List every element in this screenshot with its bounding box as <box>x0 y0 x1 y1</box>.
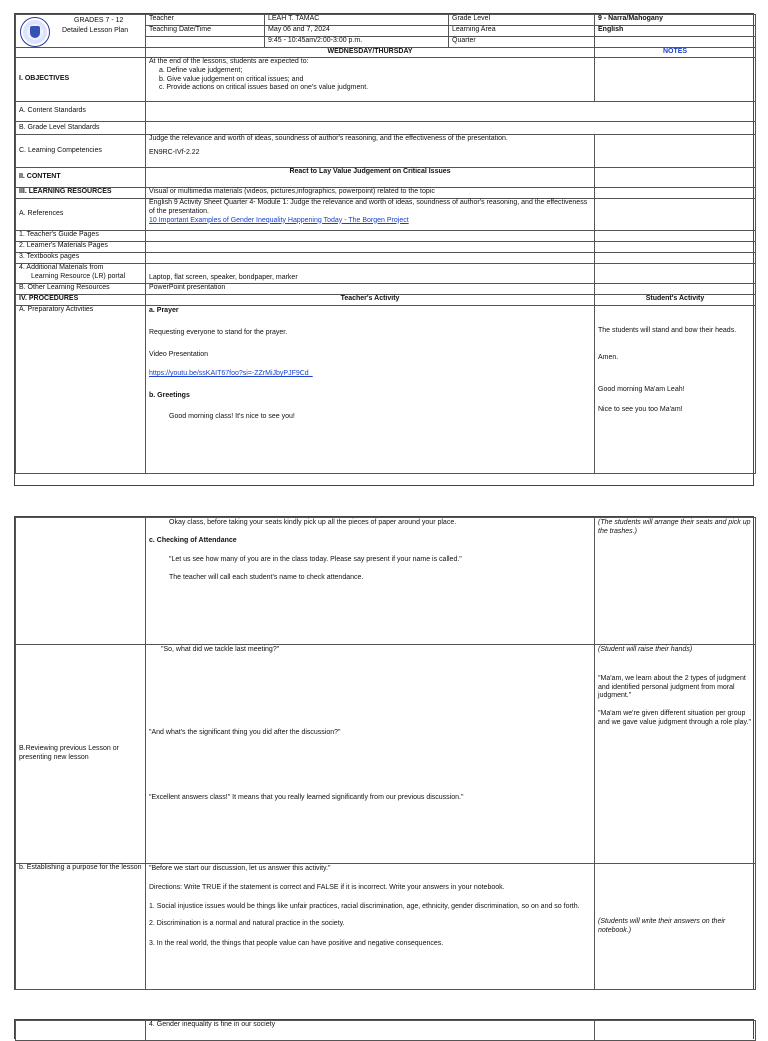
references-text: English 9 Activity Sheet Quarter 4- Module 1: Judge the relevance and worth of ideas, soundness of author's reasoning, and the effectiveness of the presentation. <box>149 199 588 215</box>
notes-cell <box>595 58 756 102</box>
lesson-plan-table-p1 <box>15 14 756 474</box>
student-response: (The students will arrange their seats and pick up the trashes.) <box>598 519 751 535</box>
learning-area-value: English <box>595 26 756 37</box>
purpose-label: b. Establishing a purpose for the lesson <box>16 864 146 990</box>
references-cell <box>146 199 595 231</box>
video-heading: Video Presentation <box>149 350 209 358</box>
notes-cell <box>595 188 756 199</box>
preparatory-label: A. Preparatory Activities <box>16 306 146 474</box>
student-response: "Ma'am, we learn about the 2 types of judgment and identified personal judgment from moral judgment." <box>598 674 746 700</box>
page-1 <box>14 13 754 486</box>
school-header-cell <box>16 15 146 48</box>
greetings-text: Good morning class! It's nice to see you! <box>169 412 295 420</box>
seating-text: Okay class, before taking your seats kindly pick up all the pieces of paper around your place. <box>169 519 457 526</box>
notes-cell <box>595 231 756 242</box>
review-question: "So, what did we tackle last meeting?" <box>161 646 280 653</box>
notes-cell <box>595 264 756 284</box>
notes-header: NOTES <box>595 48 756 58</box>
preparatory-student-cell <box>595 306 756 474</box>
teachers-guide-value <box>146 231 595 242</box>
student-response: Nice to see you too Ma'am! <box>598 406 683 414</box>
additional-materials-label <box>16 264 146 284</box>
grade-level-value: 9 - Narra/Mahogany <box>595 15 756 26</box>
objectives-intro: At the end of the lessons, students are expected to: <box>149 58 309 65</box>
blank-label-cell <box>16 518 146 645</box>
competencies-text: Judge the relevance and worth of ideas, soundness of author's reasoning, and the effectiveness of the presentation. <box>149 135 508 142</box>
activity-item: 2. Discrimination is a normal and natural practice in the society. <box>149 920 345 928</box>
textbooks-value <box>146 253 595 264</box>
page-3 <box>14 1019 754 1039</box>
reviewing-teacher-cell <box>146 645 595 864</box>
student-activity-header: Student's Activity <box>595 295 756 306</box>
student-response: (Students will write their answers on their notebook.) <box>598 917 726 934</box>
additional-label-line2: Learning Resource (LR) portal <box>31 272 126 280</box>
learning-area-label: Learning Area <box>449 26 595 37</box>
resources-value: Visual or multimedia materials (videos, pictures,infographics, powerpoint) related to the topic <box>146 188 595 199</box>
deped-seal-icon <box>20 17 50 47</box>
notes-cell <box>595 253 756 264</box>
notes-cell <box>595 284 756 295</box>
learners-materials-label: 2. Learner's Materials Pages <box>16 242 146 253</box>
activity-item: 4. Gender inequality is fine in our society <box>146 1021 595 1041</box>
prayer-heading: a. Prayer <box>149 307 179 314</box>
plan-type-label: Detailed Lesson Plan <box>62 27 129 34</box>
prayer-text: Requesting everyone to stand for the prayer. <box>149 328 288 336</box>
purpose-teacher-cell <box>146 864 595 990</box>
grade-level-standards-label: B. Grade Level Standards <box>16 122 146 135</box>
teachers-guide-label: 1. Teacher's Guide Pages <box>16 231 146 242</box>
objective-item: c. Provide actions on critical issues based on one's value judgment. <box>159 84 369 92</box>
day-header: WEDNESDAY/THURSDAY <box>146 48 595 58</box>
teacher-activity-header: Teacher's Activity <box>146 295 595 306</box>
blank-student-cell <box>595 1021 756 1041</box>
time-label <box>146 37 265 48</box>
notes-cell <box>595 168 756 188</box>
other-resources-label: B. Other Learning Resources <box>16 284 146 295</box>
objective-item: b. Give value judgement on critical issues; and <box>159 75 304 83</box>
textbooks-label: 3. Textbooks pages <box>16 253 146 264</box>
content-title: React to Lay Value Judgement on Critical Issues <box>146 168 595 188</box>
grade-level-label: Grade Level <box>449 15 595 26</box>
attendance-heading: c. Checking of Attendance <box>149 536 237 544</box>
attendance-text: The teacher will call each student's name to check attendance. <box>169 574 364 582</box>
page-2 <box>14 516 754 990</box>
additional-materials-value: Laptop, flat screen, speaker, bondpaper, marker <box>146 264 595 284</box>
references-label: A. References <box>16 199 146 231</box>
teaching-date-label: Teaching Date/Time <box>146 26 265 37</box>
notes-cell <box>595 242 756 253</box>
learners-materials-value <box>146 242 595 253</box>
time-value: 9:45 - 10:45am/2:00-3:00 p.m. <box>265 37 449 48</box>
preparatory-teacher-cell <box>146 306 595 474</box>
notes-cell <box>595 135 756 168</box>
competencies-cell <box>146 135 595 168</box>
competencies-code: EN9RC-IVf-2.22 <box>149 148 200 156</box>
lesson-plan-table-p3 <box>15 1020 756 1041</box>
teaching-date-value: May 06 and 7, 2024 <box>265 26 449 37</box>
blank-cell <box>16 48 146 58</box>
seating-student-cell <box>595 518 756 645</box>
grades-label: GRADES 7 - 12 <box>74 17 124 24</box>
notes-cell <box>595 199 756 231</box>
objective-item: a. Define value judgement; <box>159 66 243 74</box>
activity-item: 3. In the real world, the things that people value can have positive and negative consequences. <box>149 940 444 947</box>
student-response: Amen. <box>598 353 619 361</box>
review-feedback: "Excellent answers class!" It means that you really learned significantly from our previous discussion." <box>149 793 464 801</box>
content-label: II. CONTENT <box>16 168 146 188</box>
teacher-value: LEAH T. TAMAC <box>265 15 449 26</box>
quarter-label: Quarter <box>449 37 595 48</box>
quarter-value <box>595 37 756 48</box>
seating-attendance-cell <box>146 518 595 645</box>
greetings-heading: b. Greetings <box>149 392 190 399</box>
reviewing-lesson-label <box>16 645 146 864</box>
student-response: Good morning Ma'am Leah! <box>598 385 685 393</box>
lesson-plan-table-p2 <box>15 517 756 990</box>
youtube-video-link[interactable]: https://youtu.be/ssKAIT67foo?si=-ZZrMiJbyPJF9Cd_ <box>149 370 313 378</box>
student-response: The students will stand and bow their heads. <box>598 327 737 334</box>
objectives-label: I. OBJECTIVES <box>16 58 146 102</box>
activity-item: 1. Social injustice issues would be things like unfair practices, racial discrimination, age, ethnicity, gender discrimination, so on and so forth. <box>149 902 580 910</box>
student-response: (Student will raise their hands) <box>598 646 693 653</box>
competencies-label: C. Learning Competencies <box>16 135 146 168</box>
purpose-intro: "Before we start our discussion, let us answer this activity." <box>149 865 331 872</box>
content-standards-value <box>146 102 756 122</box>
student-response: "Ma'am we're given different situation per group and we gave value judgment through a role play." <box>598 710 751 726</box>
reviewing-student-cell <box>595 645 756 864</box>
reviewing-lesson-text: B.Reviewing previous Lesson or presenting new lesson <box>19 745 119 761</box>
objectives-cell <box>146 58 595 102</box>
review-question: "And what's the significant thing you did after the discussion?" <box>149 728 341 736</box>
purpose-directions: Directions: Write TRUE if the statement is correct and FALSE if it is incorrect. Write your answers in your notebook. <box>149 883 505 891</box>
purpose-student-cell <box>595 864 756 990</box>
teacher-label: Teacher <box>146 15 265 26</box>
additional-label-line1: 4. Additional Materials from <box>19 264 104 271</box>
grade-level-standards-value <box>146 122 756 135</box>
borgen-project-link[interactable]: 10 Important Examples of Gender Inequality Happening Today - The Borgen Project <box>149 216 409 224</box>
content-standards-label: A. Content Standards <box>16 102 146 122</box>
other-resources-value: PowerPoint presentation <box>146 284 595 295</box>
procedures-label: IV. PROCEDURES <box>16 295 146 306</box>
resources-label: III. LEARNING RESOURCES <box>16 188 146 199</box>
blank-label-cell <box>16 1021 146 1041</box>
attendance-text: "Let us see how many of you are in the class today. Please say present if your name is called." <box>169 555 462 563</box>
